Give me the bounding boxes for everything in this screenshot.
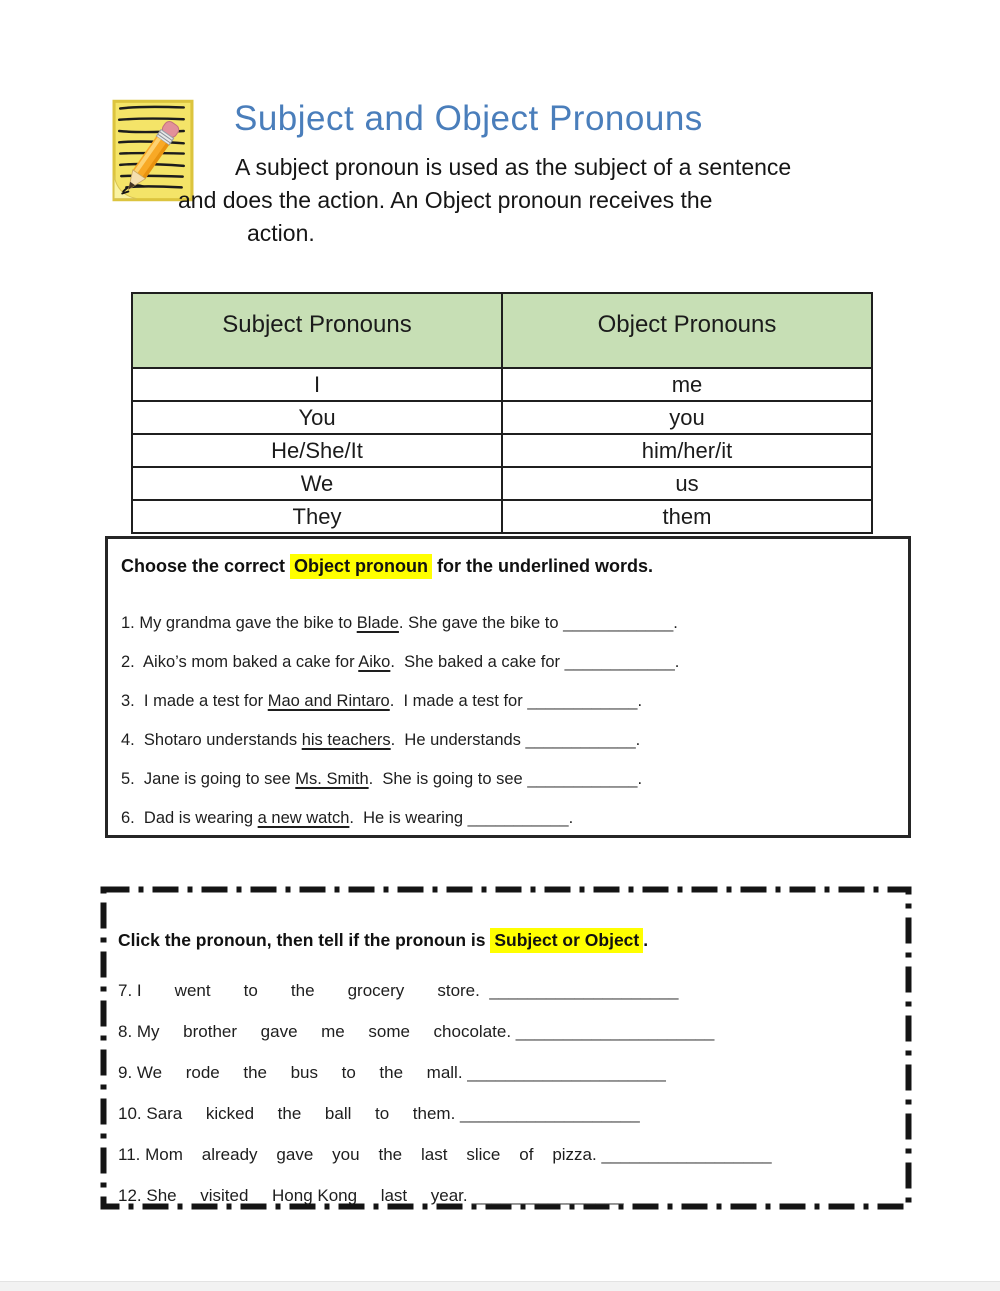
text-run: .: [637, 692, 643, 710]
exercise2-content: [100, 886, 912, 1207]
pronoun-table-row: [132, 500, 872, 533]
pronoun-cell: us: [502, 467, 872, 500]
pronoun-cell: me: [502, 368, 872, 401]
answer-blank[interactable]: ___________________: [460, 1104, 640, 1123]
question-item: [121, 690, 895, 712]
question-item[interactable]: [118, 1185, 894, 1207]
text-run: 11. Mom already gave you the last slice of pizza.: [118, 1145, 602, 1164]
question-item: [121, 612, 895, 634]
intro-line-1: A subject pronoun is used as the subject of a sentence: [235, 154, 792, 180]
text-run: . She is going to see: [368, 770, 528, 788]
text-run: Choose the correct: [121, 556, 291, 576]
question-item: [121, 807, 895, 829]
text-run: 10. Sara kicked the ball to them.: [118, 1104, 461, 1123]
pronoun-cell: you: [502, 401, 872, 434]
pronoun-reference-table: [131, 292, 873, 534]
question-item[interactable]: [118, 1062, 894, 1084]
text-run: .: [643, 930, 649, 950]
pronoun-table-row: [132, 434, 872, 467]
text-run: . He is wearing: [349, 809, 468, 827]
question-item: [121, 729, 895, 751]
text-run: 5. Jane is going to see: [121, 770, 296, 788]
question-item[interactable]: [118, 980, 894, 1002]
exercise2-instructions: [118, 928, 894, 952]
answer-blank[interactable]: __________________: [601, 1145, 772, 1164]
text-run: Click the pronoun, then tell if the pronoun is: [118, 930, 491, 950]
text-run: 9. We rode the bus to the mall.: [118, 1063, 468, 1082]
exercise-object-pronouns: [105, 536, 911, 838]
table-header-object-pronouns: Object Pronouns: [502, 293, 872, 368]
answer-blank[interactable]: _____________________: [467, 1063, 666, 1082]
answer-blank[interactable]: ____________: [527, 770, 638, 788]
text-run: 2. Aiko’s mom baked a cake for: [121, 653, 359, 671]
text-run: . She baked a cake for: [390, 653, 565, 671]
pronoun-table-body: [132, 368, 872, 533]
exercise1-items: [121, 612, 895, 829]
answer-blank[interactable]: ____________: [564, 653, 675, 671]
pronoun-cell: him/her/it: [502, 434, 872, 467]
text-run: .: [674, 653, 680, 671]
pronoun-table-row: [132, 467, 872, 500]
pronoun-cell: We: [132, 467, 502, 500]
underlined-word: Blade: [356, 614, 399, 632]
question-item[interactable]: [118, 1103, 894, 1125]
question-item[interactable]: [118, 1021, 894, 1043]
text-run: .: [673, 614, 678, 632]
exercise2-items: [118, 980, 894, 1207]
highlighted-text: Object pronoun: [290, 554, 432, 579]
text-run: .: [568, 809, 574, 827]
answer-blank[interactable]: _____________________: [515, 1022, 715, 1041]
exercise-subject-or-object: [100, 886, 912, 1210]
text-run: .: [637, 770, 643, 788]
underlined-word: Aiko: [358, 653, 391, 671]
text-run: . He understands: [390, 731, 526, 749]
intro-line-3: action.: [247, 220, 315, 246]
table-header-row: [132, 293, 872, 368]
text-run: 4. Shotaro understands: [121, 731, 302, 749]
exercise1-instructions: [121, 554, 895, 578]
question-item: [121, 651, 895, 673]
page-bottom-edge: [0, 1281, 1000, 1291]
highlighted-text: Subject or Object: [490, 928, 643, 953]
question-item: [121, 768, 895, 790]
text-run: .: [635, 731, 641, 749]
intro-line-2: and does the action. An Object pronoun receives the: [178, 187, 713, 213]
text-run: . I made a test for: [389, 692, 528, 710]
answer-blank[interactable]: ____________________: [489, 981, 679, 1000]
text-run: 12. She visited Hong Kong last year.: [118, 1186, 473, 1205]
answer-blank[interactable]: ____________: [563, 614, 674, 632]
pronoun-cell: You: [132, 401, 502, 434]
text-run: 3. I made a test for: [121, 692, 268, 710]
underlined-word: his teachers: [301, 731, 391, 749]
pronoun-cell: them: [502, 500, 872, 533]
page-title: Subject and Object Pronouns: [234, 99, 703, 138]
pronoun-table-row: [132, 401, 872, 434]
answer-blank[interactable]: ____________: [525, 731, 636, 749]
pronoun-table-row: [132, 368, 872, 401]
underlined-word: a new watch: [257, 809, 350, 827]
text-run: for the underlined words.: [432, 556, 654, 576]
text-run: 6. Dad is wearing: [121, 809, 258, 827]
question-item[interactable]: [118, 1144, 894, 1166]
text-run: 8. My brother gave me some chocolate.: [118, 1022, 516, 1041]
underlined-word: Mao and Rintaro: [267, 692, 390, 710]
answer-blank[interactable]: ____________: [527, 692, 638, 710]
text-run: 1. My grandma gave the bike to: [121, 614, 357, 632]
answer-blank[interactable]: ________________: [472, 1186, 624, 1205]
pronoun-cell: I: [132, 368, 502, 401]
underlined-word: Ms. Smith: [295, 770, 369, 788]
pronoun-cell: They: [132, 500, 502, 533]
text-run: 7. I went to the grocery store.: [118, 981, 490, 1000]
pronoun-cell: He/She/It: [132, 434, 502, 467]
text-run: . She gave the bike to: [398, 614, 564, 632]
answer-blank[interactable]: ___________: [467, 809, 569, 827]
table-header-subject-pronouns: Subject Pronouns: [132, 293, 502, 368]
